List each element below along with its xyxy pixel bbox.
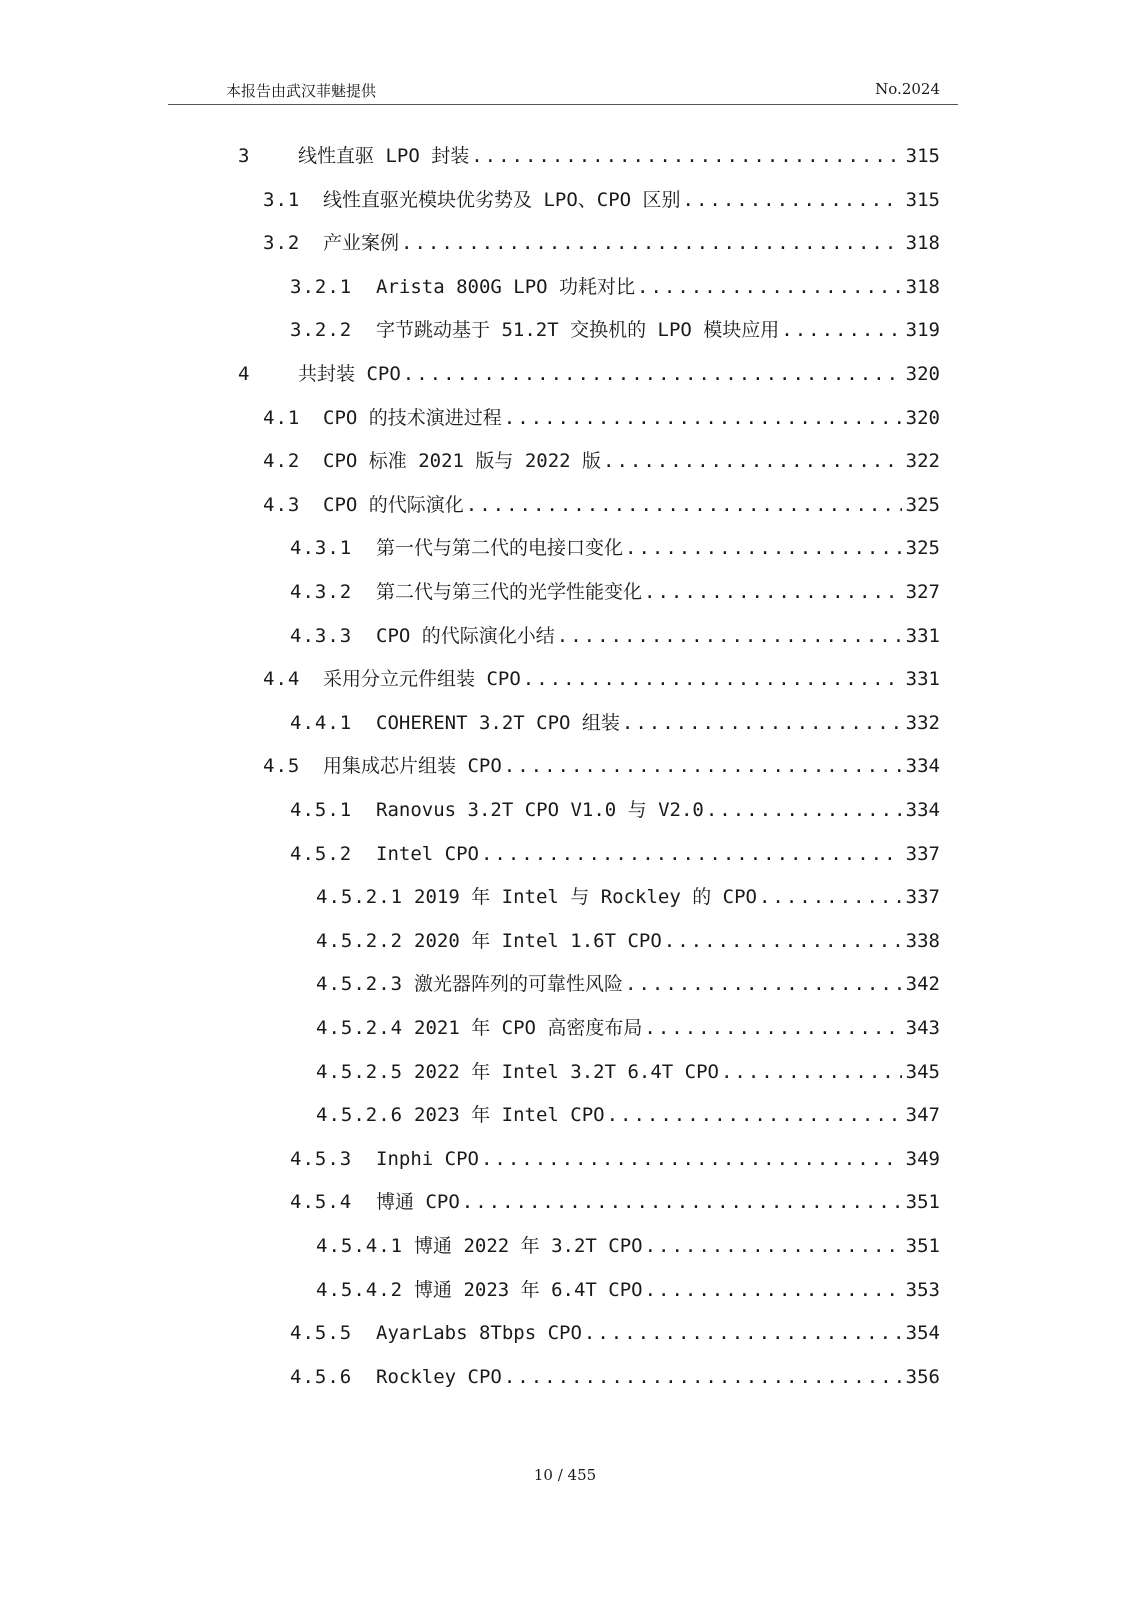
toc-entry-title: 线性直驱 LPO 封装 bbox=[298, 145, 470, 167]
toc-entry-title: 用集成芯片组装 CPO bbox=[323, 755, 502, 778]
toc-entry-title: 采用分立元件组装 CPO bbox=[323, 668, 521, 691]
toc-entry-number: 4.5.5 bbox=[290, 1322, 353, 1345]
toc-entry-number: 4.5.4 bbox=[290, 1191, 353, 1214]
toc-leader-dots bbox=[781, 312, 901, 348]
toc-entry-page: 319 bbox=[905, 319, 940, 342]
toc-leader-dots bbox=[625, 530, 902, 566]
toc-leader-dots bbox=[603, 443, 902, 479]
toc-entry-title: 博通 2023 年 6.4T CPO bbox=[414, 1278, 643, 1301]
toc-entry[interactable] bbox=[290, 792, 940, 828]
toc-leader-dots bbox=[645, 1228, 902, 1264]
toc-entry-page: 325 bbox=[905, 537, 940, 560]
toc-entry-title: 线性直驱光模块优劣势及 LPO、CPO 区别 bbox=[323, 188, 681, 211]
toc-entry-number: 4.5.3 bbox=[290, 1147, 353, 1170]
toc-entry-title: 2021 年 CPO 高密度布局 bbox=[414, 1017, 643, 1039]
toc-entry[interactable] bbox=[263, 748, 940, 784]
toc-entry-title: 博通 CPO bbox=[376, 1191, 460, 1214]
toc-leader-dots bbox=[471, 138, 901, 174]
toc-entry-number: 4.3.3 bbox=[290, 624, 353, 647]
toc-entry-title: 共封装 CPO bbox=[298, 363, 401, 385]
toc-entry-title: Rockley CPO bbox=[376, 1365, 502, 1388]
toc-entry-page: 322 bbox=[905, 450, 940, 473]
toc-entry-title: 激光器阵列的可靠性风险 bbox=[414, 973, 624, 996]
toc-entry-page: 315 bbox=[905, 188, 940, 211]
toc-entry-number: 4.4.1 bbox=[290, 711, 353, 734]
toc-entry-number: 3.2.1 bbox=[290, 275, 353, 298]
toc-entry-page: 356 bbox=[905, 1365, 940, 1388]
toc-entry-title: Arista 800G LPO 功耗对比 bbox=[376, 275, 636, 298]
toc-leader-dots bbox=[557, 618, 902, 654]
toc-leader-dots bbox=[664, 923, 902, 959]
toc-entry-page: 318 bbox=[905, 232, 940, 255]
toc-leader-dots bbox=[607, 1097, 902, 1133]
toc-entry-page: 332 bbox=[905, 711, 940, 734]
toc-entry-number: 4.3 bbox=[263, 493, 301, 516]
toc-entry-page: 320 bbox=[905, 406, 940, 429]
toc-entry-number: 4.5.2.1 bbox=[316, 886, 404, 909]
toc-entry[interactable] bbox=[316, 879, 940, 915]
toc-entry[interactable] bbox=[263, 225, 940, 261]
header-report-number: No.2024 bbox=[875, 80, 940, 98]
toc-leader-dots bbox=[644, 574, 902, 610]
header-source-text: 本报告由武汉菲魅提供 bbox=[226, 82, 377, 100]
toc-entry-number: 4.3.1 bbox=[290, 537, 353, 560]
toc-entry[interactable] bbox=[263, 400, 940, 436]
toc-leader-dots bbox=[706, 792, 902, 828]
toc-entry-title: 2019 年 Intel 与 Rockley 的 CPO bbox=[414, 886, 757, 909]
toc-entry-title: 2020 年 Intel 1.6T CPO bbox=[414, 929, 662, 952]
toc-leader-dots bbox=[504, 748, 902, 784]
toc-entry-page: 331 bbox=[905, 668, 940, 691]
toc-entry-title: CPO 的代际演化 bbox=[323, 493, 464, 516]
toc-entry[interactable] bbox=[316, 1010, 940, 1046]
toc-entry[interactable] bbox=[290, 530, 940, 566]
toc-entry-title: COHERENT 3.2T CPO 组装 bbox=[376, 711, 620, 734]
toc-entry-page: 327 bbox=[905, 581, 940, 603]
toc-entry-title: Inphi CPO bbox=[376, 1147, 479, 1170]
toc-leader-dots bbox=[401, 225, 902, 261]
toc-entry-number: 4.1 bbox=[263, 406, 301, 429]
toc-entry-number: 3 bbox=[238, 145, 251, 167]
toc-entry[interactable] bbox=[263, 487, 940, 523]
toc-leader-dots bbox=[721, 1054, 902, 1090]
toc-entry[interactable] bbox=[290, 618, 940, 654]
toc-entry[interactable] bbox=[316, 1054, 940, 1090]
toc-entry-number: 4.5.2.4 bbox=[316, 1017, 404, 1039]
toc-entry[interactable] bbox=[316, 1097, 940, 1133]
toc-entry-title: 产业案例 bbox=[323, 232, 400, 255]
toc-entry-title: 博通 2022 年 3.2T CPO bbox=[414, 1235, 643, 1257]
toc-entry-page: 320 bbox=[905, 363, 940, 385]
toc-entry-title: CPO 的代际演化小结 bbox=[376, 624, 555, 647]
toc-entry-page: 342 bbox=[905, 973, 940, 996]
toc-leader-dots bbox=[645, 1272, 902, 1308]
toc-entry-page: 331 bbox=[905, 624, 940, 647]
toc-entry[interactable] bbox=[263, 443, 940, 479]
toc-entry-page: 345 bbox=[905, 1060, 940, 1083]
toc-leader-dots bbox=[683, 182, 902, 218]
toc-entry-page: 325 bbox=[905, 493, 940, 516]
toc-entry-title: 字节跳动基于 51.2T 交换机的 LPO 模块应用 bbox=[376, 319, 780, 342]
toc-entry-number: 4.5.2 bbox=[290, 842, 353, 865]
toc-entry[interactable] bbox=[316, 966, 940, 1002]
toc-entry[interactable] bbox=[263, 182, 940, 218]
toc-entry-title: 2023 年 Intel CPO bbox=[414, 1104, 605, 1127]
toc-entry[interactable] bbox=[263, 661, 940, 697]
toc-entry-page: 351 bbox=[905, 1235, 940, 1257]
toc-entry[interactable] bbox=[290, 574, 940, 610]
toc-entry-number: 3.1 bbox=[263, 188, 301, 211]
toc-leader-dots bbox=[403, 356, 902, 392]
toc-entry-page: 337 bbox=[905, 842, 940, 865]
toc-leader-dots bbox=[481, 836, 902, 872]
page-header bbox=[168, 78, 958, 105]
toc-entry-title: 2022 年 Intel 3.2T 6.4T CPO bbox=[414, 1060, 719, 1083]
toc-leader-dots bbox=[759, 879, 902, 915]
toc-leader-dots bbox=[466, 487, 902, 523]
toc-leader-dots bbox=[584, 1315, 902, 1351]
toc-leader-dots bbox=[637, 269, 902, 305]
toc-entry-number: 4.3.2 bbox=[290, 581, 353, 603]
toc-entry-number: 4.5.4.2 bbox=[316, 1278, 404, 1301]
toc-leader-dots bbox=[504, 400, 902, 436]
toc-entry[interactable] bbox=[290, 705, 940, 741]
toc-entry-title: Intel CPO bbox=[376, 842, 479, 865]
toc-leader-dots bbox=[644, 1010, 901, 1046]
toc-entry-number: 4 bbox=[238, 363, 251, 385]
toc-leader-dots bbox=[462, 1184, 902, 1220]
toc-entry-number: 4.5 bbox=[263, 755, 301, 778]
toc-entry[interactable] bbox=[316, 1228, 940, 1264]
toc-entry-number: 4.5.1 bbox=[290, 799, 353, 821]
toc-entry-page: 334 bbox=[905, 799, 940, 821]
toc-entry-number: 4.5.2.3 bbox=[316, 973, 404, 996]
toc-entry-page: 351 bbox=[905, 1191, 940, 1214]
toc-entry-number: 4.2 bbox=[263, 450, 301, 473]
toc-entry-number: 4.5.2.5 bbox=[316, 1060, 404, 1083]
toc-entry-number: 4.4 bbox=[263, 668, 301, 691]
toc-entry[interactable] bbox=[290, 836, 940, 872]
toc-entry[interactable] bbox=[290, 1315, 940, 1351]
toc-entry-page: 354 bbox=[905, 1322, 940, 1345]
toc-entry[interactable] bbox=[290, 269, 940, 305]
toc-entry-title: CPO 的技术演进过程 bbox=[323, 406, 502, 429]
toc-entry-page: 349 bbox=[905, 1147, 940, 1170]
toc-entry[interactable] bbox=[290, 1141, 940, 1177]
toc-leader-dots bbox=[625, 966, 902, 1002]
toc-entry-title: Ranovus 3.2T CPO V1.0 与 V2.0 bbox=[376, 799, 704, 821]
toc-entry-title: CPO 标准 2021 版与 2022 版 bbox=[323, 450, 602, 473]
page-number: 10 / 455 bbox=[533, 1466, 597, 1484]
toc-entry-page: 334 bbox=[905, 755, 940, 778]
toc-entry[interactable] bbox=[238, 138, 940, 174]
toc-entry-page: 315 bbox=[905, 145, 940, 167]
toc-entry-page: 318 bbox=[905, 275, 940, 298]
toc-entry-number: 3.2.2 bbox=[290, 319, 353, 342]
toc-entry-number: 4.5.2.6 bbox=[316, 1104, 404, 1127]
toc-entry-title: 第一代与第二代的电接口变化 bbox=[376, 537, 624, 560]
toc-entry[interactable] bbox=[238, 356, 940, 392]
toc-entry-page: 343 bbox=[905, 1017, 940, 1039]
toc-leader-dots bbox=[481, 1141, 902, 1177]
toc-entry[interactable] bbox=[316, 923, 940, 959]
toc-entry-page: 347 bbox=[905, 1104, 940, 1127]
toc-entry-page: 337 bbox=[905, 886, 940, 909]
toc-entry[interactable] bbox=[290, 312, 940, 348]
toc-entry[interactable] bbox=[290, 1184, 940, 1220]
toc-entry-title: AyarLabs 8Tbps CPO bbox=[376, 1322, 582, 1345]
toc-leader-dots bbox=[504, 1359, 902, 1395]
toc-entry[interactable] bbox=[316, 1272, 940, 1308]
toc-leader-dots bbox=[622, 705, 902, 741]
toc-leader-dots bbox=[523, 661, 902, 697]
toc-entry-number: 4.5.4.1 bbox=[316, 1235, 404, 1257]
toc-entry-title: 第二代与第三代的光学性能变化 bbox=[376, 581, 643, 603]
toc-entry-page: 338 bbox=[905, 929, 940, 952]
toc-entry-number: 3.2 bbox=[263, 232, 301, 255]
toc-entry-number: 4.5.6 bbox=[290, 1365, 353, 1388]
toc-entry-page: 353 bbox=[905, 1278, 940, 1301]
toc-entry-number: 4.5.2.2 bbox=[316, 929, 404, 952]
toc-entry[interactable] bbox=[290, 1359, 940, 1395]
